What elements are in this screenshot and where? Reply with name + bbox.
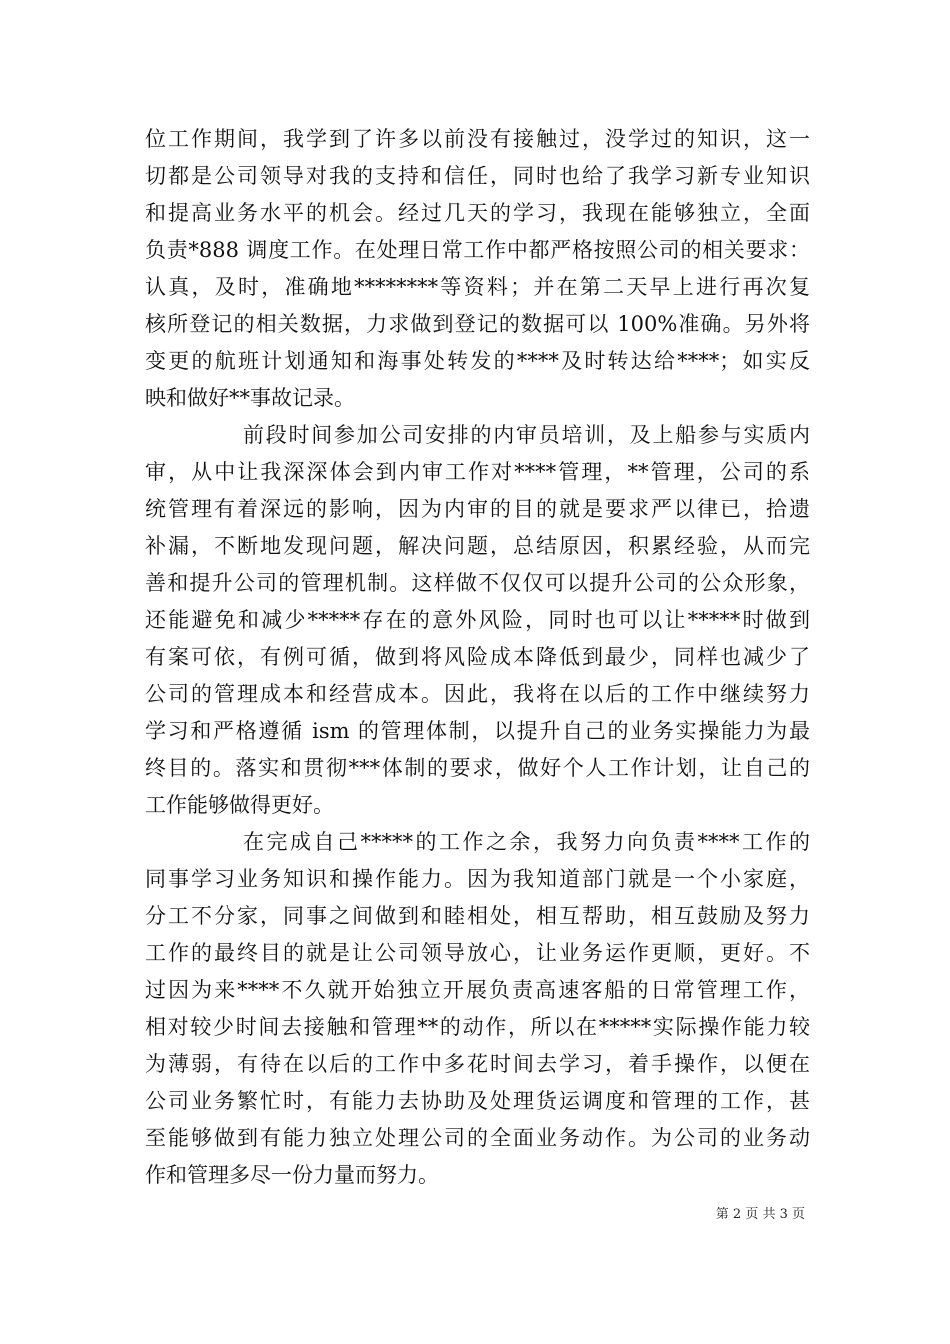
paragraph-line: 为薄弱，有待在以后的工作中多花时间去学习，着手操作，以便在	[145, 1052, 810, 1076]
paragraph-line: 负责*888 调度工作。在处理日常工作中都严格按照公司的相关要求：	[145, 238, 810, 262]
paragraph-line: 位工作期间，我学到了许多以前没有接触过，没学过的知识，这一	[145, 127, 810, 151]
document-body	[145, 121, 810, 1194]
paragraph-line: 过因为来****不久就开始独立开展负责高速客船的日常管理工作，	[145, 978, 810, 1002]
paragraph-line: 和提高业务水平的机会。经过几天的学习，我现在能够独立，全面	[145, 201, 810, 225]
paragraph-line: 终目的。落实和贯彻***体制的要求，做好个人工作计划，让自己的	[145, 756, 810, 780]
paragraph-line: 善和提升公司的管理机制。这样做不仅仅可以提升公司的公众形象，	[145, 571, 810, 595]
paragraph-line: 在完成自己*****的工作之余，我努力向负责****工作的	[243, 830, 810, 854]
paragraph-3	[145, 824, 810, 1194]
paragraph-line: 作和管理多尽一份力量而努力。	[145, 1163, 439, 1187]
paragraph-line: 同事学习业务知识和操作能力。因为我知道部门就是一个小家庭，	[145, 867, 810, 891]
paragraph-line: 映和做好**事故记录。	[145, 386, 355, 410]
paragraph-line: 学习和严格遵循 ism 的管理体制，以提升自己的业务实操能力为最	[145, 719, 810, 743]
paragraph-1	[145, 121, 810, 417]
paragraph-line: 补漏，不断地发现问题，解决问题，总结原因，积累经验，从而完	[145, 534, 810, 558]
paragraph-line: 审，从中让我深深体会到内审工作对****管理，**管理，公司的系	[145, 460, 810, 484]
paragraph-line: 至能够做到有能力独立处理公司的全面业务动作。为公司的业务动	[145, 1126, 810, 1150]
paragraph-line: 还能避免和减少*****存在的意外风险，同时也可以让*****时做到	[145, 608, 810, 632]
paragraph-line: 公司业务繁忙时，有能力去协助及处理货运调度和管理的工作，甚	[145, 1089, 810, 1113]
paragraph-line: 分工不分家，同事之间做到和睦相处，相互帮助，相互鼓励及努力	[145, 904, 810, 928]
paragraph-line: 切都是公司领导对我的支持和信任，同时也给了我学习新专业知识	[145, 164, 810, 188]
paragraph-line: 工作能够做得更好。	[145, 793, 334, 817]
paragraph-line: 核所登记的相关数据，力求做到登记的数据可以 100%准确。另外将	[145, 312, 810, 336]
page-number-footer: 第 2 页 共 3 页	[715, 1207, 805, 1222]
paragraph-line: 工作的最终目的就是让公司领导放心，让业务运作更顺，更好。不	[145, 941, 810, 965]
paragraph-2	[145, 417, 810, 824]
paragraph-line: 变更的航班计划通知和海事处转发的****及时转达给****；如实反	[145, 349, 810, 373]
paragraph-line: 认真，及时，准确地********等资料；并在第二天早上进行再次复	[145, 275, 810, 299]
paragraph-line: 公司的管理成本和经营成本。因此，我将在以后的工作中继续努力	[145, 682, 810, 706]
paragraph-line: 相对较少时间去接触和管理**的动作，所以在*****实际操作能力较	[145, 1015, 810, 1039]
paragraph-line: 统管理有着深远的影响，因为内审的目的就是要求严以律已，拾遗	[145, 497, 810, 521]
paragraph-line: 有案可依，有例可循，做到将风险成本降低到最少，同样也减少了	[145, 645, 810, 669]
paragraph-line: 前段时间参加公司安排的内审员培训，及上船参与实质内	[243, 423, 810, 447]
